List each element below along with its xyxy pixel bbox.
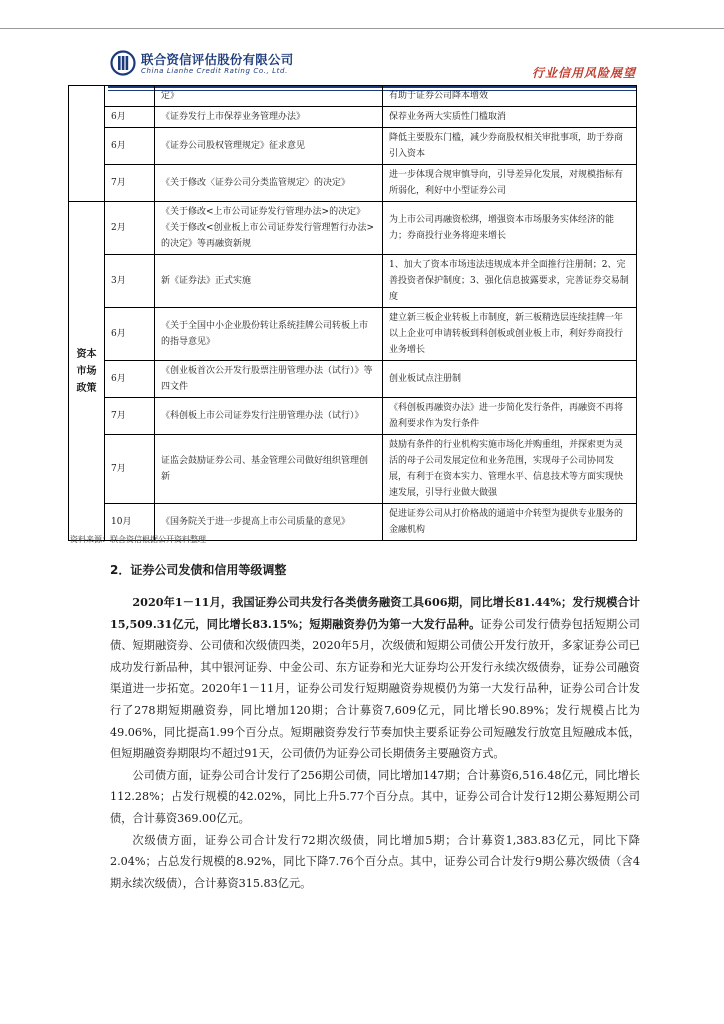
report-title: 行业信用风险展望 bbox=[531, 66, 636, 80]
impact-cell: 创业板试点注册制 bbox=[383, 361, 637, 398]
policy-cell: 《证券发行上市保荐业务管理办法》 bbox=[155, 107, 383, 128]
table-row bbox=[69, 308, 637, 361]
table-row bbox=[69, 255, 637, 308]
source-note: 资料来源：联合资信根据公开资料整理 bbox=[70, 535, 206, 544]
section-heading: 2．证券公司发债和信用等级调整 bbox=[110, 563, 287, 577]
impact-cell: 进一步体现合规审慎导向，引导差异化发展，对规模指标有所弱化，利好中小型证券公司 bbox=[383, 165, 637, 202]
month-cell: 2月 bbox=[105, 202, 155, 255]
category-cell-blank bbox=[69, 86, 105, 202]
table-row bbox=[69, 107, 637, 128]
month-cell: 6月 bbox=[105, 107, 155, 128]
paragraph: 次级债方面，证券公司合计发行72期次级债，同比增加5期；合计募资1,383.83亿元，同比下降2.04%；占总发行规模的8.92%，同比下降7.76个百分点。其中，证券公司合计发行9期公募次级债（含4期永续次级债），合计募资315.83亿元。 bbox=[110, 833, 640, 890]
month-cell: 7月 bbox=[105, 398, 155, 435]
month-cell bbox=[105, 86, 155, 107]
paragraph: 公司债方面，证券公司合计发行了256期公司债，同比增加147期；合计募资6,516.48亿元，同比增长112.28%；占发行规模的42.02%，同比上升5.77个百分点。其中，证券公司合计发行12期公募短期公司债，合计募资369.00亿元。 bbox=[110, 768, 640, 825]
impact-cell: 降低主要股东门槛，减少券商股权相关审批事项，助于券商引入资本 bbox=[383, 128, 637, 165]
month-cell: 7月 bbox=[105, 435, 155, 504]
impact-cell: 保荐业务两大实质性门槛取消 bbox=[383, 107, 637, 128]
impact-cell: 有助于证券公司降本增效 bbox=[383, 86, 637, 107]
top-rule bbox=[0, 28, 724, 29]
paragraph bbox=[110, 592, 640, 765]
month-cell: 7月 bbox=[105, 165, 155, 202]
policy-cell: 《创业板首次公开发行股票注册管理办法（试行）》等四文件 bbox=[155, 361, 383, 398]
month-cell: 6月 bbox=[105, 308, 155, 361]
body-text bbox=[110, 592, 640, 894]
policy-cell: 《国务院关于进一步提高上市公司质量的意见》 bbox=[155, 504, 383, 541]
policy-cell: 定》 bbox=[155, 86, 383, 107]
paragraph-text: 证券公司发行债券包括短期公司债、短期融资券、公司债和次级债四类，2020年5月，次级债和短期公司债公开发行放开，多家证券公司已成功发行新品种，其中银河证券、中金公司、东方证券和光大证券均公开发行永续次级债券，证券公司融资渠道进一步拓宽。2020年1－11月，证券公司发行短期融资券规模仍为第一大发行品种，证券公司合计发行了278期短期融资券，同比增加120期；合计募资7,609亿元，同比增长90.89%；发行规模占比为49.06%，同比提高1.99个百分点。短期融资券发行节奏加快主要系证券公司短融发行放宽且短融成本低，但短期融资券期限均不超过91天，公司债仍为证券公司长期债务主要融资方式。 bbox=[110, 617, 640, 761]
table-row bbox=[69, 165, 637, 202]
policy-cell: 新《证券法》正式实施 bbox=[155, 255, 383, 308]
key-finding-text: 2020年1－11月，我国证券公司共发行各类债务融资工具606期，同比增长81.44%；发行规模合计15,509.31亿元，同比增长83.15%；短期融资券仍为第一大发行品种。 bbox=[110, 595, 640, 631]
impact-cell: 鼓励有条件的行业机构实施市场化并购重组，并探索更为灵活的母子公司发展定位和业务范围，实现母子公司协同发展，有利于在资本实力、管理水平、信息技术等方面实现快速发展，引导行业做大做强 bbox=[383, 435, 637, 504]
policy-cell: 证监会鼓励证券公司、基金管理公司做好组织管理创新 bbox=[155, 435, 383, 504]
lianhe-logo-icon bbox=[110, 50, 136, 76]
month-cell: 6月 bbox=[105, 128, 155, 165]
policy-cell: 《证券公司股权管理规定》征求意见 bbox=[155, 128, 383, 165]
policy-table bbox=[68, 85, 637, 541]
category-cell: 资本市场政策 bbox=[69, 202, 105, 541]
impact-cell: 为上市公司再融资松绑，增强资本市场服务实体经济的能力；券商投行业务将迎来增长 bbox=[383, 202, 637, 255]
company-name-cn: 联合资信评估股份有限公司 bbox=[141, 52, 294, 67]
impact-cell: 促进证券公司从打价格战的通道中介转型为提供专业服务的金融机构 bbox=[383, 504, 637, 541]
month-cell: 10月 bbox=[105, 504, 155, 541]
table-row bbox=[69, 202, 637, 255]
policy-cell: 《关于修改〈证券公司分类监管规定〉的决定》 bbox=[155, 165, 383, 202]
policy-cell: 《关于修改<上市公司证券发行管理办法>的决定》《关于修改<创业板上市公司证券发行管理暂行办法>的决定》等再融资新规 bbox=[155, 202, 383, 255]
table-row bbox=[69, 86, 637, 107]
table-row bbox=[69, 398, 637, 435]
impact-cell: 《科创板再融资办法》进一步简化发行条件，再融资不再将盈利要求作为发行条件 bbox=[383, 398, 637, 435]
month-cell: 3月 bbox=[105, 255, 155, 308]
table-row bbox=[69, 435, 637, 504]
impact-cell: 1、加大了资本市场违法违规成本并全面推行注册制；2、完善投资者保护制度；3、强化信息披露要求，完善证券交易制度 bbox=[383, 255, 637, 308]
company-name-en: China Lianhe Credit Rating Co., Ltd. bbox=[141, 67, 288, 75]
policy-cell: 《关于全国中小企业股份转让系统挂牌公司转板上市的指导意见》 bbox=[155, 308, 383, 361]
policy-cell: 《科创板上市公司证券发行注册管理办法（试行）》 bbox=[155, 398, 383, 435]
impact-cell: 建立新三板企业转板上市制度，新三板精选层连续挂牌一年以上企业可申请转板到科创板或创业板上市，利好券商投行业务增长 bbox=[383, 308, 637, 361]
month-cell: 6月 bbox=[105, 361, 155, 398]
table-row bbox=[69, 361, 637, 398]
table-row bbox=[69, 128, 637, 165]
